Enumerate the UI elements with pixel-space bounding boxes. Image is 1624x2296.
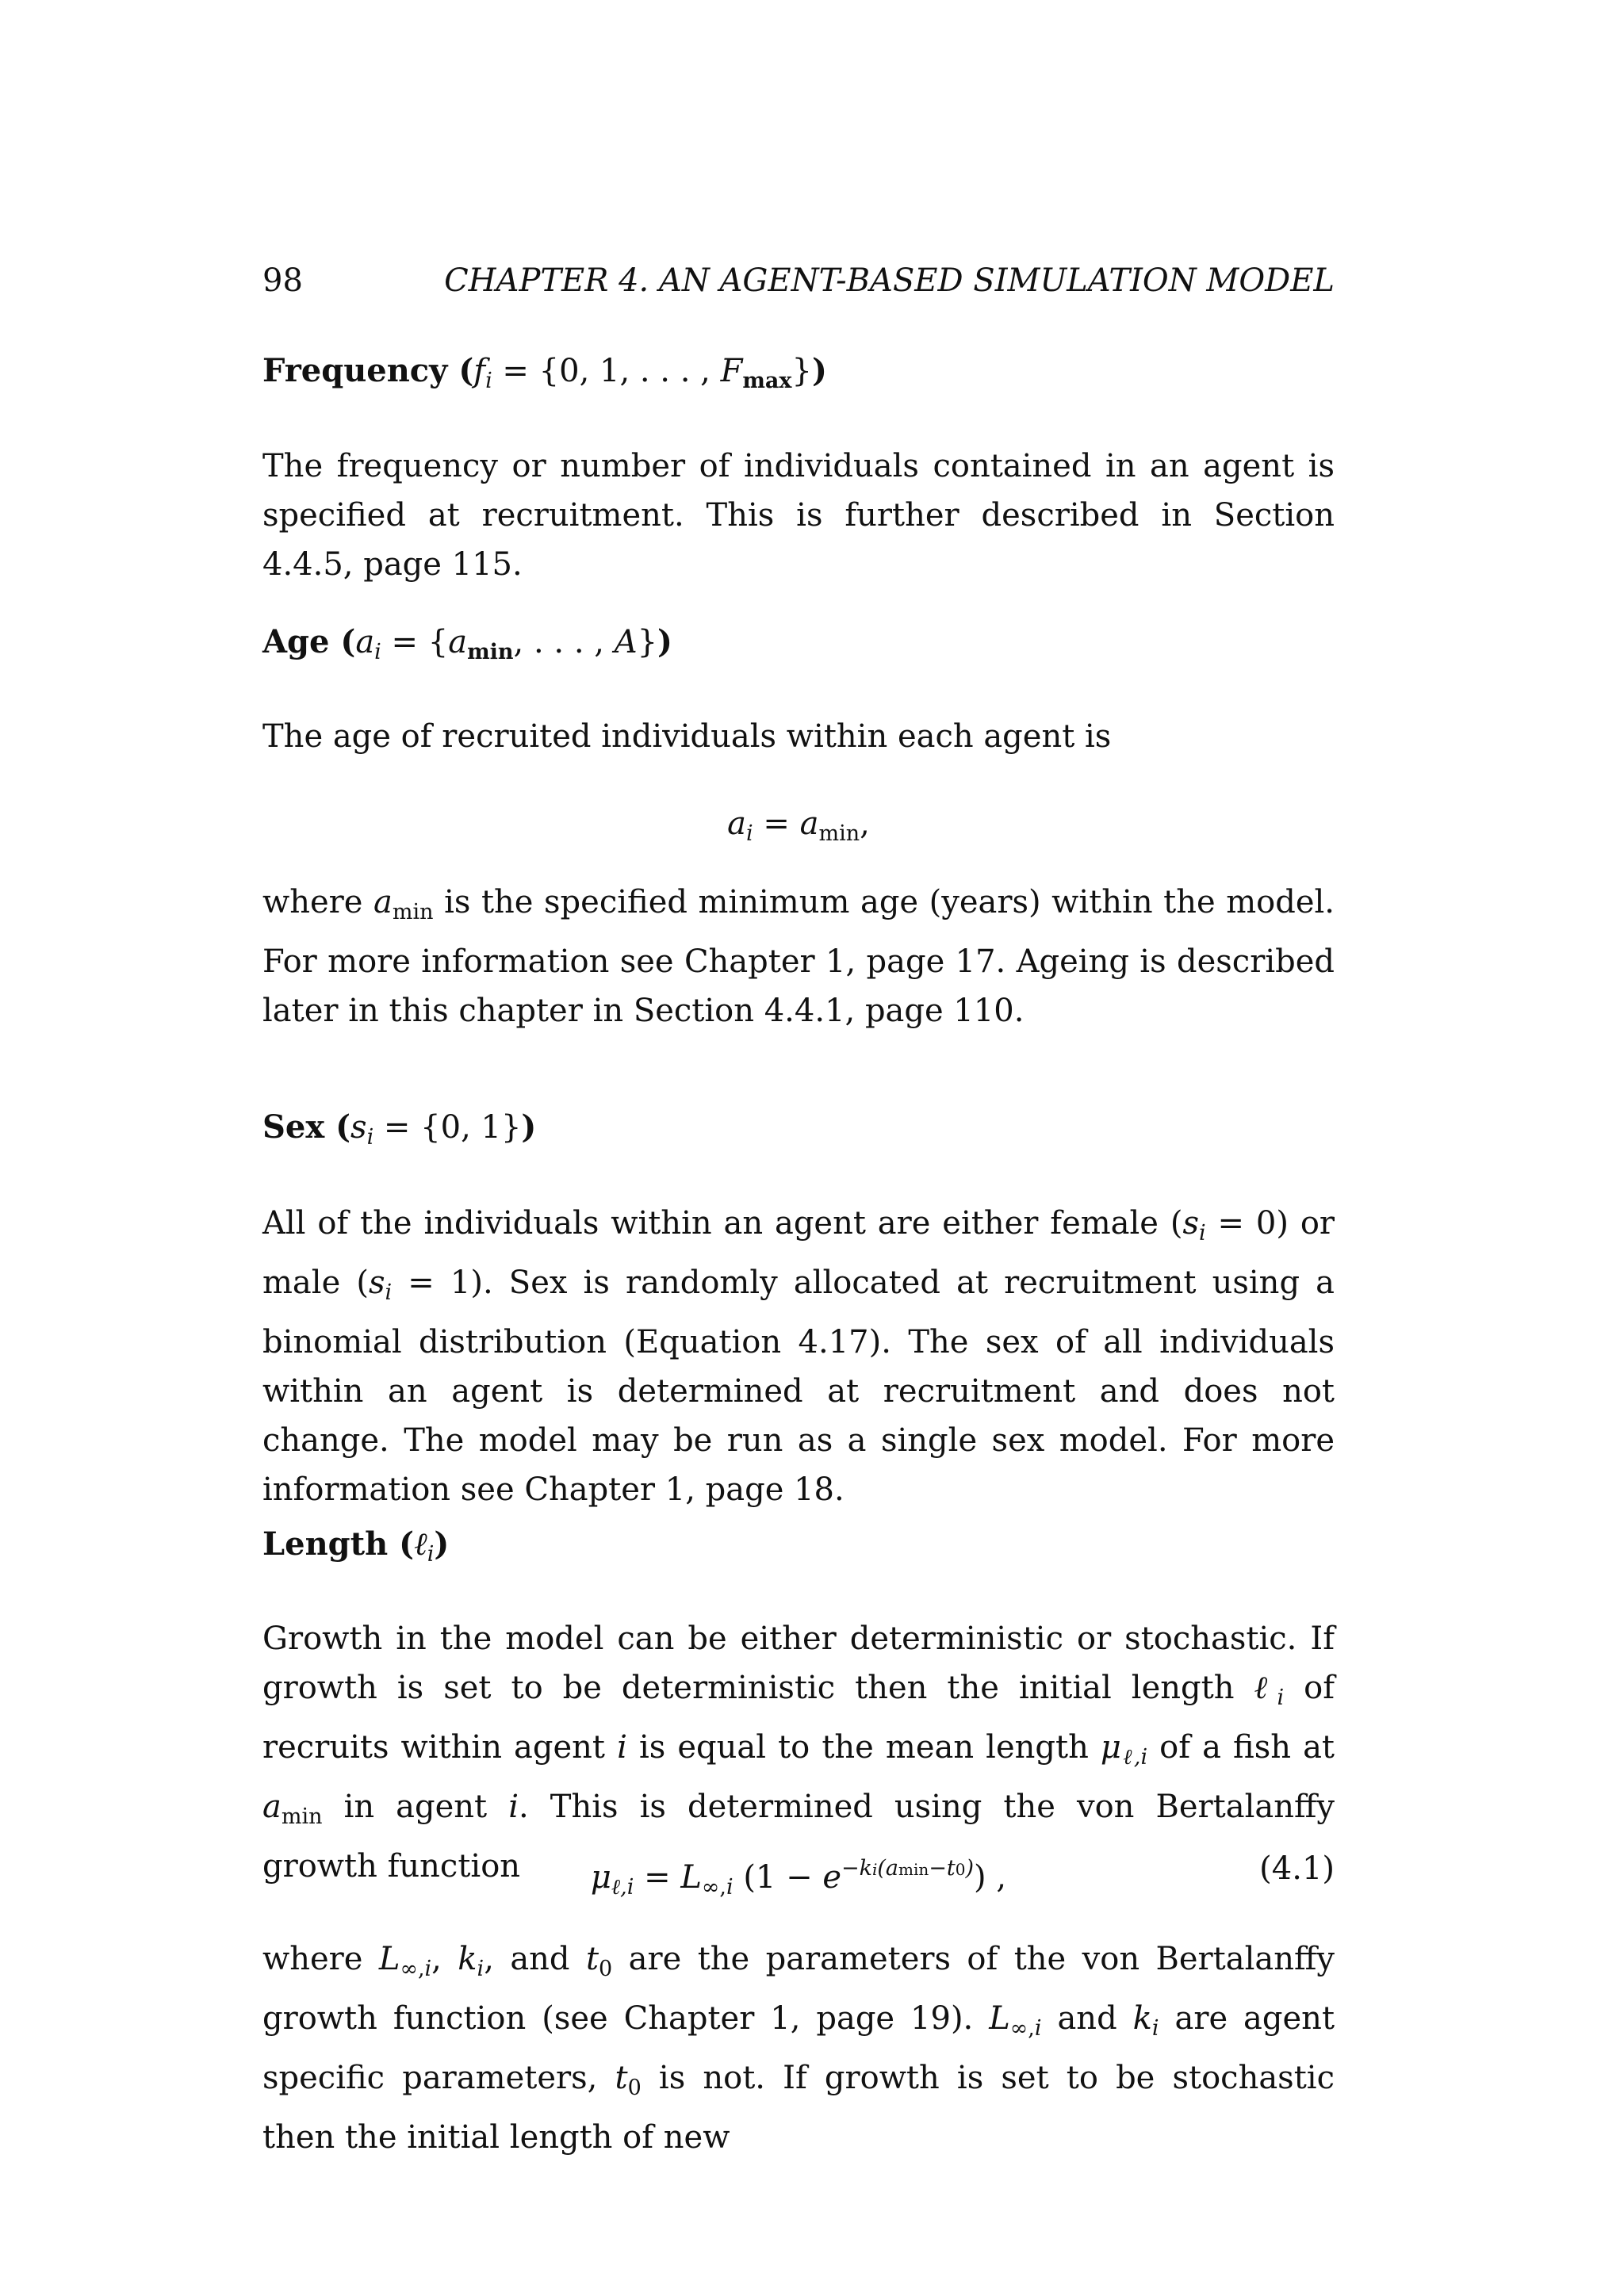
heading-age-title: Age: [262, 623, 330, 660]
heading-length: Length (ℓ$_i$): [262, 1525, 450, 1567]
heading-frequency: Frequency ($f_i = \{0$, 1, . . . , $F_{max}$}): [262, 352, 827, 393]
equation-number: (4.1): [1259, 1850, 1335, 1887]
sex-math: $s_i = \{0$, 1}: [350, 1109, 522, 1150]
heading-frequency-title: Frequency: [262, 352, 448, 389]
age-intro: The age of recruited individuals within each agent is: [262, 718, 1112, 755]
frequency-paragraph: The frequency or number of individuals contained in an agent is specified at recruitment. This is further described in Section 4.4.5, page 115.: [262, 448, 1335, 583]
length-paragraph-1: Growth in the model can be either deterministic or stochastic. If growth is set to be deterministic then the initial length ℓ$_i$ of recruits within agent i is equal to the mean length $\mu_{\ell,i}$ of a fish at $a_{min}$ in agent i. This is determined using the von Bertalanffy growth function: [262, 1621, 1335, 1885]
age-math: $a_i = \{a_{min}$, . . . , A}: [355, 624, 658, 664]
sex-paragraph: All of the individuals within an agent are either female $(s_i = 0)$ or male $(s_i = 1)$. Sex is randomly allocated at recruitment using a binomial distribution (Equation 4.17). The sex of all individuals within an agent is determined at recruitment and does not change. The model may be run as a single sex model. For more information see Chapter 1, page 18.: [262, 1205, 1335, 1508]
page-header: [262, 257, 1335, 304]
heading-sex: Sex ($s_i = \{0$, 1}): [262, 1108, 537, 1150]
length-math: ℓ$_i$: [414, 1526, 435, 1567]
heading-age: Age ($a_i = \{a_{min}$, . . . , A}): [262, 623, 672, 664]
running-title: CHAPTER 4. AN AGENT-BASED SIMULATION MODEL: [444, 262, 1335, 299]
heading-sex-title: Sex: [262, 1108, 325, 1146]
age-paragraph: where $a_{min}$ is the specified minimum age (years) within the model. For more information see Chapter 1, page 17. Ageing is described later in this chapter in Section 4.4.1, page 110.: [262, 884, 1335, 1029]
frequency-math: $f_i = \{0$, 1, . . . , $F_{max}$}: [473, 353, 812, 393]
age-equation: $a_i = a_{min}$,: [727, 806, 870, 846]
page-number: 98: [262, 262, 303, 299]
von-bertalanffy-equation: $\mu_{\ell,i} = L_{\infty,i}$ $(1 - e^{-ki(amin-t0)})$ , (4.1): [262, 1841, 1335, 1896]
heading-length-title: Length: [262, 1525, 389, 1563]
length-paragraph-2: where $L_{\infty,i}$, $k_i$, and $t_0$ are the parameters of the von Bertalanffy growth function (see Chapter 1, page 19). $L_{\infty,i}$ and $k_i$ are agent specific parameters, $t_0$ is not. If growth is set to be stochastic then the initial length of new: [262, 1941, 1335, 2156]
